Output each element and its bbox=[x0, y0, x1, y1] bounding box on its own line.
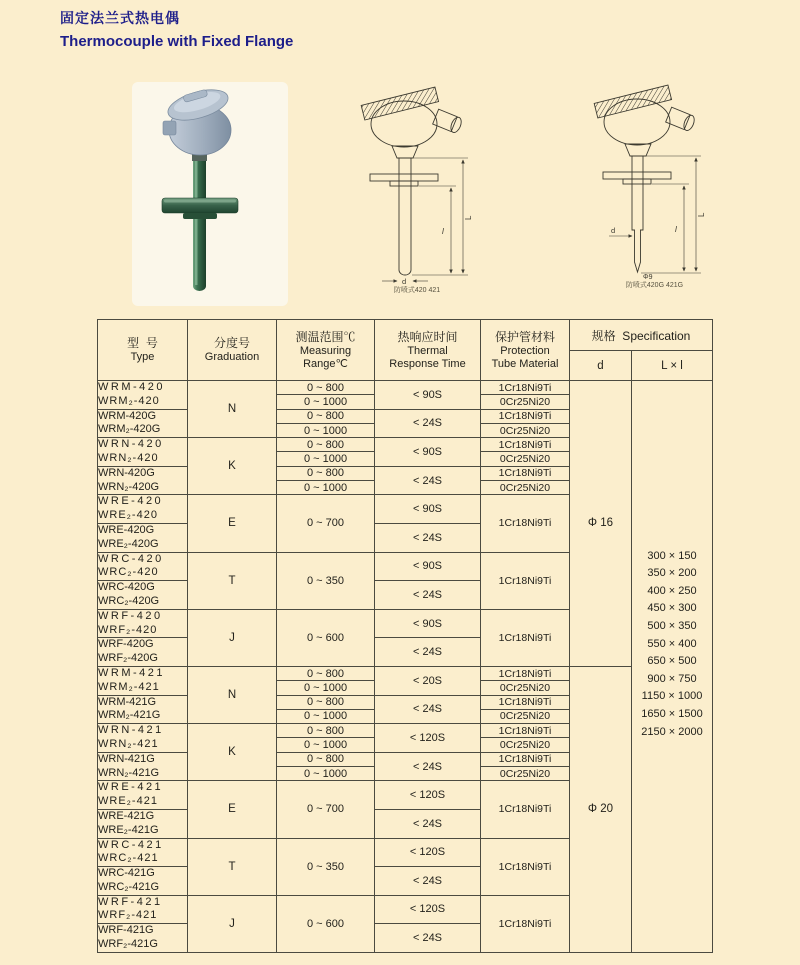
protection-cell: 1Cr18Ni9Ti bbox=[481, 666, 570, 680]
header-thermal-response: 热响应时间 Thermal Response Time bbox=[375, 320, 481, 381]
thermocouple-photo-svg bbox=[126, 80, 294, 308]
protection-cell: 0Cr25Ni20 bbox=[481, 681, 570, 695]
type-label: WRN-420G bbox=[98, 466, 155, 479]
type-label: WRC₂-420G bbox=[98, 594, 160, 607]
dim-label-l: l bbox=[442, 227, 444, 236]
protection-cell: 1Cr18Ni9Ti bbox=[481, 409, 570, 423]
thermal-cell: < 20S bbox=[375, 666, 481, 695]
thermal-cell: < 24S bbox=[375, 466, 481, 495]
type-label: WRE₂-420 bbox=[98, 509, 158, 522]
range-cell: 0 ~ 800 bbox=[277, 381, 375, 395]
protection-cell: 0Cr25Ni20 bbox=[481, 738, 570, 752]
page-title-block bbox=[60, 8, 293, 50]
spec-row bbox=[98, 381, 713, 395]
range-cell: 0 ~ 1000 bbox=[277, 452, 375, 466]
type-label: WRN-420 bbox=[98, 438, 164, 451]
range-cell: 0 ~ 800 bbox=[277, 752, 375, 766]
range-cell: 0 ~ 700 bbox=[277, 495, 375, 552]
type-cell bbox=[98, 781, 188, 810]
drawing-fixed-flange-420G-421G bbox=[575, 84, 730, 280]
type-label: WRM₂-421G bbox=[98, 709, 161, 722]
diameter-cell: Φ 20 bbox=[570, 666, 632, 952]
dim-label-L: L bbox=[464, 215, 473, 220]
type-cell bbox=[98, 381, 188, 410]
type-label: WRN₂-421G bbox=[98, 766, 160, 779]
type-label: WRC-420 bbox=[98, 552, 164, 565]
graduation-cell: N bbox=[188, 381, 277, 438]
lxl-item: 1150 × 1000 bbox=[641, 690, 703, 703]
graduation-cell: J bbox=[188, 609, 277, 666]
thermal-cell: < 24S bbox=[375, 638, 481, 667]
range-cell: 0 ~ 800 bbox=[277, 438, 375, 452]
type-cell bbox=[98, 552, 188, 581]
range-cell: 0 ~ 800 bbox=[277, 466, 375, 480]
dim-label-d: d bbox=[611, 226, 616, 235]
protection-cell: 0Cr25Ni20 bbox=[481, 423, 570, 437]
graduation-cell: T bbox=[188, 838, 277, 895]
graduation-cell: T bbox=[188, 552, 277, 609]
thermocouple-photo bbox=[126, 80, 294, 308]
type-cell bbox=[98, 895, 188, 924]
header-lxl: L × l bbox=[632, 351, 713, 381]
graduation-cell: N bbox=[188, 666, 277, 723]
thermal-cell: < 120S bbox=[375, 781, 481, 810]
range-cell: 0 ~ 1000 bbox=[277, 709, 375, 723]
type-cell bbox=[98, 495, 188, 524]
header-measuring-range: 测温范围℃ Measuring Range℃ bbox=[277, 320, 375, 381]
header-graduation: 分度号 Graduation bbox=[188, 320, 277, 381]
type-label: WRM-421G bbox=[98, 695, 157, 708]
thermal-cell: < 120S bbox=[375, 895, 481, 924]
type-label: WRF₂-420 bbox=[98, 623, 158, 636]
diameter-cell: Φ 16 bbox=[570, 381, 632, 667]
protection-cell: 0Cr25Ni20 bbox=[481, 395, 570, 409]
graduation-cell: E bbox=[188, 781, 277, 838]
lxl-cell bbox=[632, 381, 713, 953]
thermal-cell: < 90S bbox=[375, 381, 481, 410]
type-cell bbox=[98, 867, 188, 896]
thermal-cell: < 120S bbox=[375, 724, 481, 753]
range-cell: 0 ~ 1000 bbox=[277, 767, 375, 781]
protection-cell: 0Cr25Ni20 bbox=[481, 481, 570, 495]
spec-row bbox=[98, 666, 713, 680]
type-label: WRF-421 bbox=[98, 895, 163, 908]
type-label: WRE-421G bbox=[98, 809, 155, 822]
type-label: WRE-420 bbox=[98, 495, 164, 508]
type-label: WRC-420G bbox=[98, 581, 155, 594]
type-cell bbox=[98, 752, 188, 781]
protection-cell: 0Cr25Ni20 bbox=[481, 767, 570, 781]
table-header bbox=[98, 320, 713, 381]
type-label: WRF-420G bbox=[98, 638, 154, 651]
lxl-item: 300 × 150 bbox=[647, 549, 697, 562]
type-label: WRM₂-420 bbox=[98, 394, 160, 407]
type-cell bbox=[98, 638, 188, 667]
type-cell bbox=[98, 609, 188, 638]
graduation-cell: K bbox=[188, 724, 277, 781]
thermal-cell: < 24S bbox=[375, 752, 481, 781]
drawing-420-421-svg bbox=[342, 84, 492, 286]
type-cell bbox=[98, 666, 188, 695]
type-cell bbox=[98, 695, 188, 724]
thermal-cell: < 24S bbox=[375, 581, 481, 610]
dim-label-l: l bbox=[675, 225, 677, 234]
type-cell bbox=[98, 438, 188, 467]
type-cell bbox=[98, 466, 188, 495]
graduation-cell: J bbox=[188, 895, 277, 952]
type-label: WRE₂-421 bbox=[98, 795, 158, 808]
type-label: WRM₂-421 bbox=[98, 680, 160, 693]
lxl-item: 2150 × 2000 bbox=[641, 725, 703, 738]
specification-table bbox=[97, 319, 713, 953]
range-cell: 0 ~ 700 bbox=[277, 781, 375, 838]
page-title-en: Thermocouple with Fixed Flange bbox=[60, 33, 294, 50]
graduation-cell: E bbox=[188, 495, 277, 552]
graduation-cell: K bbox=[188, 438, 277, 495]
range-cell: 0 ~ 600 bbox=[277, 609, 375, 666]
type-label: WRE₂-420G bbox=[98, 537, 159, 550]
type-cell bbox=[98, 523, 188, 552]
type-label: WRM-420G bbox=[98, 409, 157, 422]
type-label: WRE₂-421G bbox=[98, 823, 159, 836]
header-specification: 规格 Specification bbox=[570, 320, 713, 351]
thermal-cell: < 120S bbox=[375, 838, 481, 867]
type-label: WRF₂-420G bbox=[98, 652, 158, 665]
lxl-item: 500 × 350 bbox=[647, 620, 697, 633]
type-label: WRN-421 bbox=[98, 724, 164, 737]
type-cell bbox=[98, 581, 188, 610]
range-cell: 0 ~ 1000 bbox=[277, 395, 375, 409]
protection-cell: 1Cr18Ni9Ti bbox=[481, 752, 570, 766]
protection-cell: 1Cr18Ni9Ti bbox=[481, 895, 570, 952]
thermal-cell: < 90S bbox=[375, 438, 481, 467]
protection-cell: 1Cr18Ni9Ti bbox=[481, 609, 570, 666]
type-cell bbox=[98, 724, 188, 753]
lxl-list bbox=[632, 548, 712, 742]
range-cell: 0 ~ 600 bbox=[277, 895, 375, 952]
range-cell: 0 ~ 350 bbox=[277, 552, 375, 609]
header-protection-material: 保护管材料 Protection Tube Material bbox=[481, 320, 570, 381]
thermal-cell: < 90S bbox=[375, 609, 481, 638]
type-label: WRN-421G bbox=[98, 752, 155, 765]
type-label: WRF₂-421 bbox=[98, 909, 158, 922]
protection-cell: 1Cr18Ni9Ti bbox=[481, 495, 570, 552]
type-label: WRF-421G bbox=[98, 924, 154, 937]
figure-caption-420G-421G: 防喷式420G 421G bbox=[625, 282, 684, 289]
drawing-420G-421G-svg bbox=[575, 84, 730, 280]
range-cell: 0 ~ 1000 bbox=[277, 681, 375, 695]
lxl-item: 650 × 500 bbox=[647, 655, 697, 668]
range-cell: 0 ~ 1000 bbox=[277, 738, 375, 752]
spec-table-body bbox=[98, 381, 713, 953]
range-cell: 0 ~ 350 bbox=[277, 838, 375, 895]
protection-cell: 1Cr18Ni9Ti bbox=[481, 438, 570, 452]
thermal-cell: < 90S bbox=[375, 495, 481, 524]
type-label: WRN₂-420 bbox=[98, 451, 159, 464]
protection-cell: 1Cr18Ni9Ti bbox=[481, 724, 570, 738]
protection-cell: 1Cr18Ni9Ti bbox=[481, 781, 570, 838]
figure-caption-420-421: 防喷式420 421 bbox=[393, 287, 441, 294]
lxl-item: 1650 × 1500 bbox=[641, 708, 703, 721]
type-label: WRC-421 bbox=[98, 838, 164, 851]
type-label: WRE-421 bbox=[98, 781, 164, 794]
lxl-item: 450 × 300 bbox=[647, 602, 697, 615]
range-cell: 0 ~ 800 bbox=[277, 666, 375, 680]
type-label: WRC₂-421 bbox=[98, 852, 159, 865]
type-label: WRN₂-420G bbox=[98, 480, 160, 493]
type-label: WRF-420 bbox=[98, 609, 163, 622]
protection-cell: 1Cr18Ni9Ti bbox=[481, 466, 570, 480]
type-cell bbox=[98, 409, 188, 438]
lxl-item: 400 × 250 bbox=[647, 584, 697, 597]
type-label: WRC₂-421G bbox=[98, 880, 160, 893]
thermal-cell: < 24S bbox=[375, 809, 481, 838]
type-label: WRE-420G bbox=[98, 523, 155, 536]
dim-label-L: L bbox=[697, 212, 706, 217]
thermal-cell: < 24S bbox=[375, 695, 481, 724]
protection-cell: 0Cr25Ni20 bbox=[481, 452, 570, 466]
thermal-cell: < 24S bbox=[375, 409, 481, 438]
type-cell bbox=[98, 809, 188, 838]
thermal-cell: < 24S bbox=[375, 523, 481, 552]
type-label: WRM-421 bbox=[98, 666, 166, 679]
type-cell bbox=[98, 838, 188, 867]
lxl-item: 350 × 200 bbox=[647, 567, 697, 580]
thermal-cell: < 24S bbox=[375, 924, 481, 953]
header-d: d bbox=[570, 351, 632, 381]
range-cell: 0 ~ 1000 bbox=[277, 481, 375, 495]
thermal-cell: < 24S bbox=[375, 867, 481, 896]
protection-cell: 1Cr18Ni9Ti bbox=[481, 695, 570, 709]
type-label: WRC-421G bbox=[98, 867, 155, 880]
drawing-fixed-flange-420-421 bbox=[342, 84, 492, 286]
type-label: WRF₂-421G bbox=[98, 938, 158, 951]
dim-label-d: d bbox=[402, 277, 407, 286]
protection-cell: 1Cr18Ni9Ti bbox=[481, 552, 570, 609]
header-type: 型 号 Type bbox=[98, 320, 188, 381]
type-label: WRM-420 bbox=[98, 381, 166, 393]
lxl-item: 900 × 750 bbox=[647, 672, 697, 685]
range-cell: 0 ~ 1000 bbox=[277, 423, 375, 437]
range-cell: 0 ~ 800 bbox=[277, 695, 375, 709]
type-label: WRC₂-420 bbox=[98, 566, 159, 579]
dim-label-phi9: Φ9 bbox=[643, 274, 653, 280]
range-cell: 0 ~ 800 bbox=[277, 724, 375, 738]
thermal-cell: < 90S bbox=[375, 552, 481, 581]
type-label: WRM₂-420G bbox=[98, 423, 161, 436]
range-cell: 0 ~ 800 bbox=[277, 409, 375, 423]
type-cell bbox=[98, 924, 188, 953]
protection-cell: 0Cr25Ni20 bbox=[481, 709, 570, 723]
protection-cell: 1Cr18Ni9Ti bbox=[481, 838, 570, 895]
protection-cell: 1Cr18Ni9Ti bbox=[481, 381, 570, 395]
type-label: WRN₂-421 bbox=[98, 737, 159, 750]
lxl-item: 550 × 400 bbox=[647, 637, 697, 650]
page-title-zh: 固定法兰式热电偶 bbox=[60, 10, 180, 26]
